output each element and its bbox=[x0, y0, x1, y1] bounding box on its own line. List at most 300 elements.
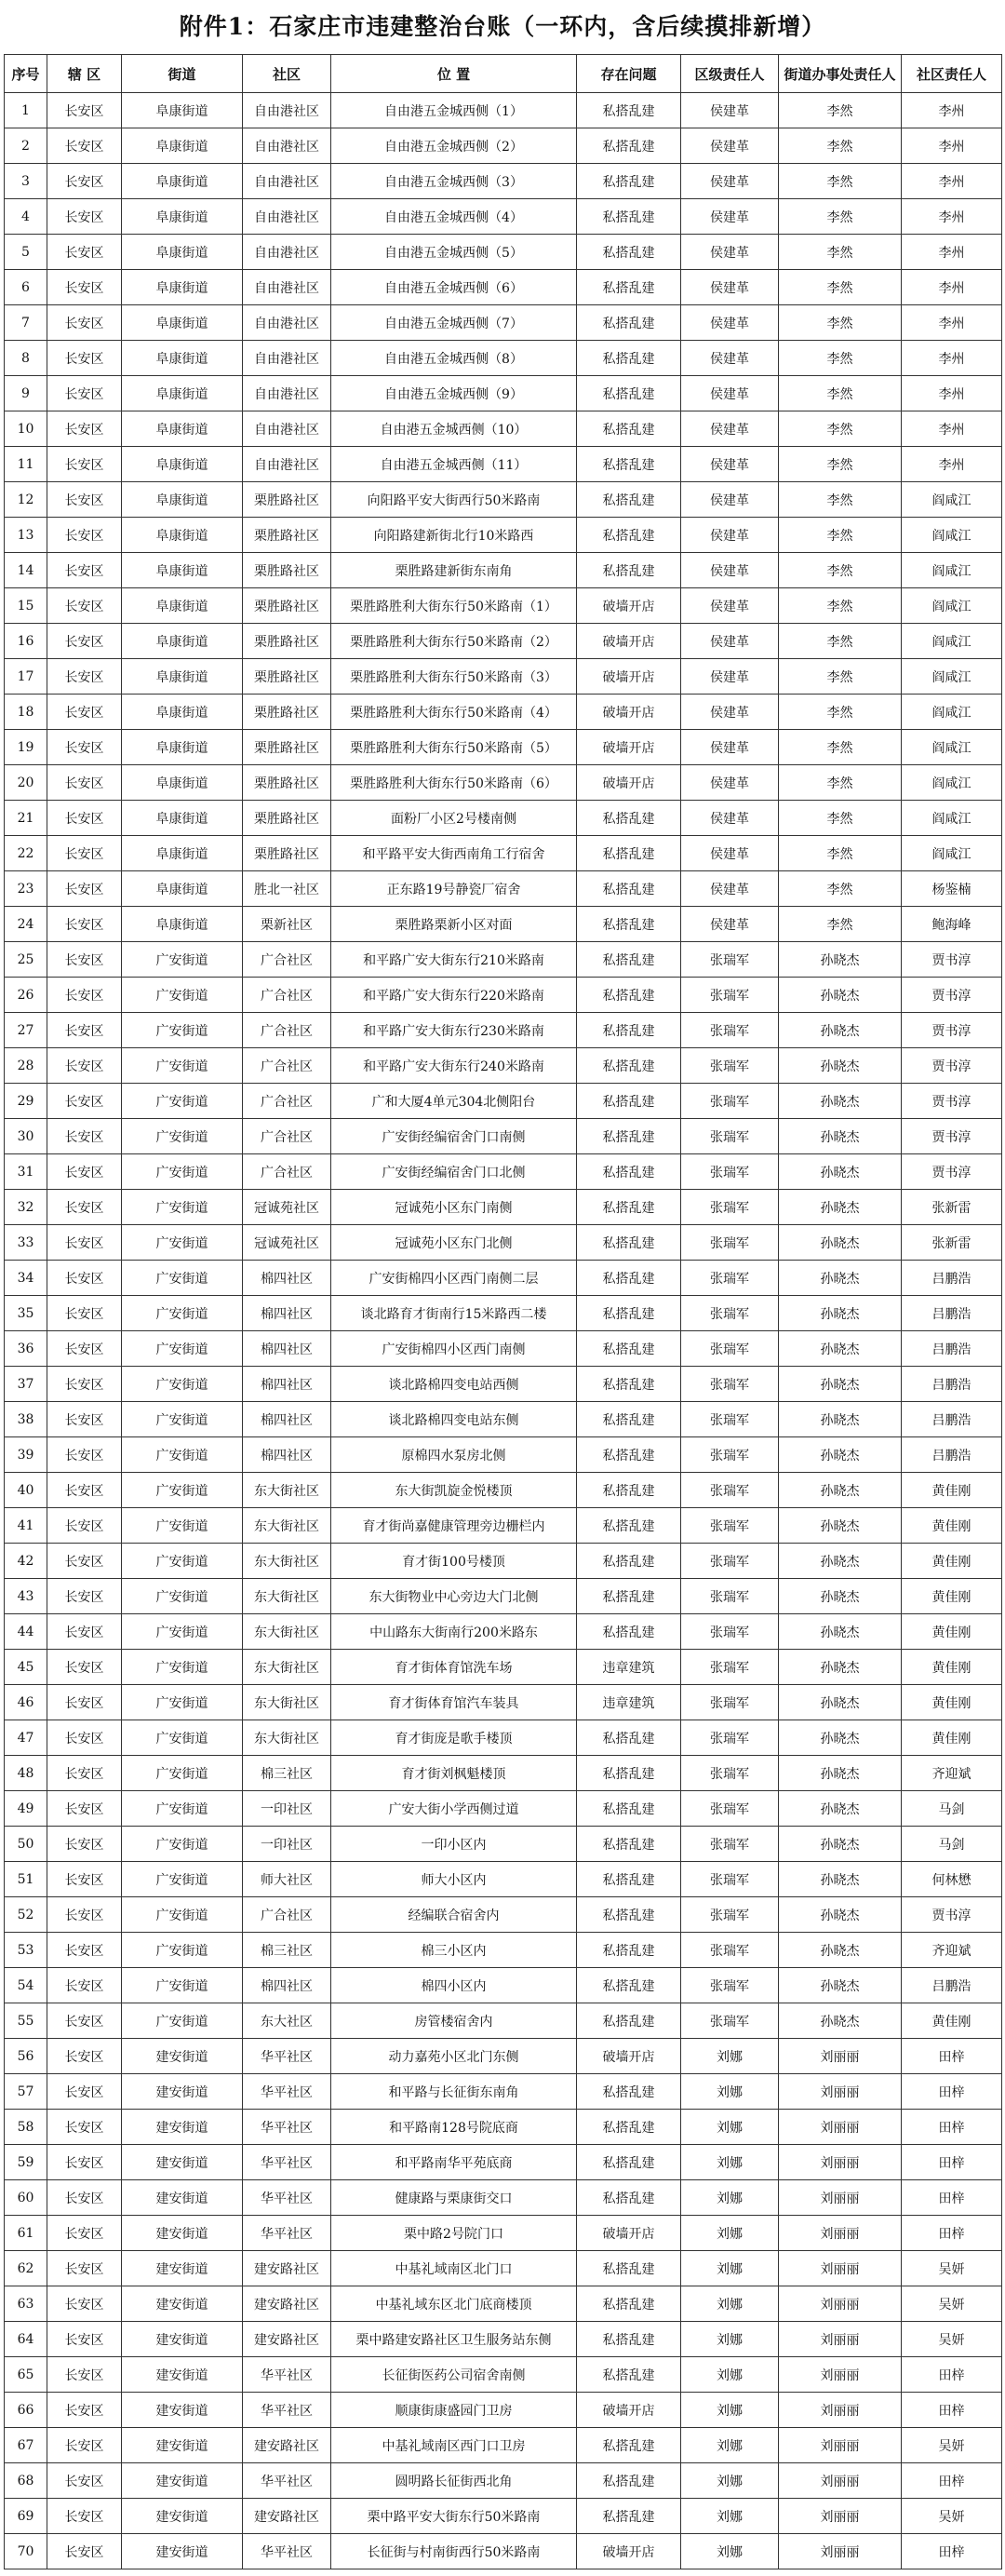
cell-district-responsible: 侯建革 bbox=[681, 624, 779, 659]
cell-subdistrict: 广安街道 bbox=[122, 1862, 243, 1897]
cell-location: 育才街体育馆汽车装具 bbox=[331, 1685, 577, 1720]
cell-index: 23 bbox=[5, 871, 47, 907]
cell-location: 广安街棉四小区西门南侧 bbox=[331, 1331, 577, 1367]
table-row bbox=[5, 518, 1002, 553]
cell-district-responsible: 张瑞军 bbox=[681, 2003, 779, 2039]
cell-subdistrict-responsible: 刘丽丽 bbox=[779, 2074, 902, 2110]
cell-subdistrict: 阜康街道 bbox=[122, 235, 243, 270]
cell-location: 顺康街康盛园门卫房 bbox=[331, 2393, 577, 2428]
cell-community: 栗胜路社区 bbox=[243, 518, 331, 553]
cell-community-responsible: 吕鹏浩 bbox=[902, 1437, 1002, 1473]
cell-community: 栗胜路社区 bbox=[243, 588, 331, 624]
cell-district: 长安区 bbox=[47, 659, 122, 695]
cell-district-responsible: 张瑞军 bbox=[681, 1897, 779, 1933]
cell-community-responsible: 阎咸江 bbox=[902, 588, 1002, 624]
cell-community: 广合社区 bbox=[243, 1897, 331, 1933]
cell-index: 67 bbox=[5, 2428, 47, 2463]
cell-district-responsible: 张瑞军 bbox=[681, 1650, 779, 1685]
table-row bbox=[5, 1968, 1002, 2003]
cell-subdistrict-responsible: 孙晓杰 bbox=[779, 1933, 902, 1968]
cell-district-responsible: 张瑞军 bbox=[681, 1402, 779, 1437]
table-row bbox=[5, 1437, 1002, 1473]
cell-district-responsible: 刘娜 bbox=[681, 2499, 779, 2534]
cell-community-responsible: 李州 bbox=[902, 235, 1002, 270]
cell-index: 62 bbox=[5, 2251, 47, 2286]
cell-district-responsible: 张瑞军 bbox=[681, 1862, 779, 1897]
cell-subdistrict: 广安街道 bbox=[122, 1225, 243, 1261]
cell-index: 55 bbox=[5, 2003, 47, 2039]
cell-community: 华平社区 bbox=[243, 2180, 331, 2216]
table-row bbox=[5, 942, 1002, 978]
cell-location: 栗胜路胜利大街东行50米路南（2） bbox=[331, 624, 577, 659]
cell-district: 长安区 bbox=[47, 1048, 122, 1084]
cell-community: 华平社区 bbox=[243, 2145, 331, 2180]
cell-district: 长安区 bbox=[47, 1720, 122, 1756]
cell-community-responsible: 吴妍 bbox=[902, 2286, 1002, 2322]
cell-district-responsible: 刘娜 bbox=[681, 2145, 779, 2180]
cell-index: 60 bbox=[5, 2180, 47, 2216]
cell-subdistrict-responsible: 孙晓杰 bbox=[779, 1968, 902, 2003]
cell-community: 自由港社区 bbox=[243, 93, 331, 128]
table-row bbox=[5, 1685, 1002, 1720]
cell-district: 长安区 bbox=[47, 2003, 122, 2039]
cell-location: 自由港五金城西侧（1） bbox=[331, 93, 577, 128]
cell-community-responsible: 田梓 bbox=[902, 2110, 1002, 2145]
cell-index: 49 bbox=[5, 1791, 47, 1827]
cell-community-responsible: 田梓 bbox=[902, 2463, 1002, 2499]
cell-community-responsible: 杨鉴楠 bbox=[902, 871, 1002, 907]
cell-community: 栗胜路社区 bbox=[243, 553, 331, 588]
cell-district-responsible: 侯建革 bbox=[681, 659, 779, 695]
cell-subdistrict-responsible: 孙晓杰 bbox=[779, 1119, 902, 1154]
table-row bbox=[5, 907, 1002, 942]
cell-subdistrict-responsible: 李然 bbox=[779, 93, 902, 128]
cell-subdistrict-responsible: 李然 bbox=[779, 341, 902, 376]
cell-community-responsible: 李州 bbox=[902, 164, 1002, 199]
table-row bbox=[5, 1791, 1002, 1827]
cell-subdistrict-responsible: 李然 bbox=[779, 518, 902, 553]
cell-district: 长安区 bbox=[47, 2499, 122, 2534]
table-row bbox=[5, 2145, 1002, 2180]
cell-community: 广合社区 bbox=[243, 1048, 331, 1084]
cell-district: 长安区 bbox=[47, 1544, 122, 1579]
cell-location: 自由港五金城西侧（6） bbox=[331, 270, 577, 305]
cell-index: 59 bbox=[5, 2145, 47, 2180]
cell-location: 和平路与长征街东南角 bbox=[331, 2074, 577, 2110]
cell-district: 长安区 bbox=[47, 2216, 122, 2251]
cell-community: 广合社区 bbox=[243, 1154, 331, 1190]
cell-location: 自由港五金城西侧（7） bbox=[331, 305, 577, 341]
table-row bbox=[5, 2251, 1002, 2286]
cell-subdistrict: 阜康街道 bbox=[122, 588, 243, 624]
cell-issue: 私搭乱建 bbox=[577, 1048, 681, 1084]
cell-subdistrict-responsible: 孙晓杰 bbox=[779, 1650, 902, 1685]
cell-index: 51 bbox=[5, 1862, 47, 1897]
cell-community-responsible: 齐迎斌 bbox=[902, 1933, 1002, 1968]
column-header-subdistrict-responsible: 街道办事处责任人 bbox=[779, 55, 902, 93]
cell-location: 和平路广安大街东行230米路南 bbox=[331, 1013, 577, 1048]
cell-issue: 私搭乱建 bbox=[577, 801, 681, 836]
cell-community: 自由港社区 bbox=[243, 128, 331, 164]
cell-district: 长安区 bbox=[47, 1084, 122, 1119]
cell-issue: 私搭乱建 bbox=[577, 1154, 681, 1190]
cell-subdistrict: 广安街道 bbox=[122, 2003, 243, 2039]
cell-community: 自由港社区 bbox=[243, 305, 331, 341]
cell-community-responsible: 阎咸江 bbox=[902, 624, 1002, 659]
cell-subdistrict: 建安街道 bbox=[122, 2145, 243, 2180]
cell-district-responsible: 张瑞军 bbox=[681, 1614, 779, 1650]
cell-subdistrict-responsible: 刘丽丽 bbox=[779, 2322, 902, 2357]
cell-issue: 私搭乱建 bbox=[577, 341, 681, 376]
document-title: 附件1：石家庄市违建整治台账（一环内，含后续摸排新增） bbox=[179, 13, 826, 40]
cell-issue: 破墙开店 bbox=[577, 730, 681, 765]
cell-index: 64 bbox=[5, 2322, 47, 2357]
cell-district-responsible: 侯建革 bbox=[681, 305, 779, 341]
cell-issue: 私搭乱建 bbox=[577, 1331, 681, 1367]
cell-district: 长安区 bbox=[47, 1933, 122, 1968]
table-row bbox=[5, 447, 1002, 482]
cell-subdistrict: 建安街道 bbox=[122, 2428, 243, 2463]
cell-district: 长安区 bbox=[47, 128, 122, 164]
cell-community: 东大街社区 bbox=[243, 1544, 331, 1579]
cell-community-responsible: 田梓 bbox=[902, 2039, 1002, 2074]
cell-district: 长安区 bbox=[47, 2534, 122, 2569]
cell-community: 建安路社区 bbox=[243, 2428, 331, 2463]
cell-location: 栗胜路胜利大街东行50米路南（4） bbox=[331, 695, 577, 730]
cell-district: 长安区 bbox=[47, 411, 122, 447]
cell-district-responsible: 侯建革 bbox=[681, 447, 779, 482]
cell-subdistrict: 阜康街道 bbox=[122, 801, 243, 836]
cell-community: 建安路社区 bbox=[243, 2322, 331, 2357]
cell-district: 长安区 bbox=[47, 730, 122, 765]
cell-subdistrict-responsible: 李然 bbox=[779, 588, 902, 624]
table-row bbox=[5, 1897, 1002, 1933]
cell-community-responsible: 田梓 bbox=[902, 2074, 1002, 2110]
cell-community-responsible: 阎咸江 bbox=[902, 659, 1002, 695]
cell-location: 谈北路棉四变电站东侧 bbox=[331, 1402, 577, 1437]
table-row bbox=[5, 2003, 1002, 2039]
table-row bbox=[5, 659, 1002, 695]
cell-index: 46 bbox=[5, 1685, 47, 1720]
column-header-subdistrict: 街道 bbox=[122, 55, 243, 93]
cell-location: 育才街100号楼顶 bbox=[331, 1544, 577, 1579]
cell-issue: 私搭乱建 bbox=[577, 411, 681, 447]
table-row bbox=[5, 1862, 1002, 1897]
cell-district-responsible: 张瑞军 bbox=[681, 1261, 779, 1296]
cell-issue: 违章建筑 bbox=[577, 1650, 681, 1685]
table-row bbox=[5, 93, 1002, 128]
ledger-table bbox=[4, 54, 1002, 2569]
cell-district: 长安区 bbox=[47, 2110, 122, 2145]
cell-subdistrict: 阜康街道 bbox=[122, 270, 243, 305]
cell-subdistrict: 广安街道 bbox=[122, 1190, 243, 1225]
table-row bbox=[5, 2110, 1002, 2145]
table-row bbox=[5, 1367, 1002, 1402]
cell-community-responsible: 阎咸江 bbox=[902, 482, 1002, 518]
cell-community-responsible: 贾书淳 bbox=[902, 1154, 1002, 1190]
cell-district: 长安区 bbox=[47, 2180, 122, 2216]
cell-subdistrict: 阜康街道 bbox=[122, 871, 243, 907]
cell-subdistrict-responsible: 刘丽丽 bbox=[779, 2534, 902, 2569]
cell-community: 棉四社区 bbox=[243, 1968, 331, 2003]
cell-location: 冠诚苑小区东门南侧 bbox=[331, 1190, 577, 1225]
table-row bbox=[5, 1579, 1002, 1614]
cell-issue: 破墙开店 bbox=[577, 2039, 681, 2074]
cell-index: 32 bbox=[5, 1190, 47, 1225]
cell-community: 自由港社区 bbox=[243, 199, 331, 235]
cell-district: 长安区 bbox=[47, 2428, 122, 2463]
cell-subdistrict-responsible: 孙晓杰 bbox=[779, 1331, 902, 1367]
cell-index: 57 bbox=[5, 2074, 47, 2110]
cell-community: 华平社区 bbox=[243, 2074, 331, 2110]
cell-issue: 私搭乱建 bbox=[577, 270, 681, 305]
cell-subdistrict-responsible: 刘丽丽 bbox=[779, 2180, 902, 2216]
cell-community: 自由港社区 bbox=[243, 235, 331, 270]
cell-subdistrict-responsible: 孙晓杰 bbox=[779, 1048, 902, 1084]
cell-subdistrict-responsible: 孙晓杰 bbox=[779, 1791, 902, 1827]
cell-community: 冠诚苑社区 bbox=[243, 1225, 331, 1261]
cell-district: 长安区 bbox=[47, 447, 122, 482]
cell-subdistrict-responsible: 孙晓杰 bbox=[779, 1402, 902, 1437]
cell-subdistrict: 广安街道 bbox=[122, 1897, 243, 1933]
cell-subdistrict: 广安街道 bbox=[122, 1084, 243, 1119]
cell-district: 长安区 bbox=[47, 164, 122, 199]
cell-district-responsible: 张瑞军 bbox=[681, 1367, 779, 1402]
cell-index: 42 bbox=[5, 1544, 47, 1579]
table-row bbox=[5, 801, 1002, 836]
cell-index: 31 bbox=[5, 1154, 47, 1190]
cell-subdistrict: 阜康街道 bbox=[122, 411, 243, 447]
table-row bbox=[5, 2074, 1002, 2110]
cell-subdistrict-responsible: 孙晓杰 bbox=[779, 2003, 902, 2039]
cell-community-responsible: 黄佳刚 bbox=[902, 1614, 1002, 1650]
cell-community: 建安路社区 bbox=[243, 2286, 331, 2322]
cell-community-responsible: 田梓 bbox=[902, 2534, 1002, 2569]
cell-subdistrict: 阜康街道 bbox=[122, 659, 243, 695]
cell-community: 东大街社区 bbox=[243, 1685, 331, 1720]
cell-subdistrict: 阜康街道 bbox=[122, 624, 243, 659]
cell-index: 53 bbox=[5, 1933, 47, 1968]
cell-community-responsible: 鲍海峰 bbox=[902, 907, 1002, 942]
cell-subdistrict-responsible: 李然 bbox=[779, 235, 902, 270]
cell-issue: 私搭乱建 bbox=[577, 942, 681, 978]
cell-subdistrict-responsible: 李然 bbox=[779, 836, 902, 871]
cell-location: 长征街与村南街西行50米路南 bbox=[331, 2534, 577, 2569]
cell-issue: 私搭乱建 bbox=[577, 1579, 681, 1614]
cell-subdistrict: 阜康街道 bbox=[122, 730, 243, 765]
cell-location: 中基礼域南区西门口卫房 bbox=[331, 2428, 577, 2463]
cell-district-responsible: 侯建革 bbox=[681, 199, 779, 235]
column-header-location: 位 置 bbox=[331, 55, 577, 93]
cell-subdistrict-responsible: 李然 bbox=[779, 553, 902, 588]
cell-subdistrict: 广安街道 bbox=[122, 1367, 243, 1402]
cell-community-responsible: 李州 bbox=[902, 93, 1002, 128]
cell-community: 栗胜路社区 bbox=[243, 482, 331, 518]
cell-issue: 私搭乱建 bbox=[577, 447, 681, 482]
cell-subdistrict: 广安街道 bbox=[122, 1933, 243, 1968]
cell-subdistrict: 广安街道 bbox=[122, 1650, 243, 1685]
cell-issue: 破墙开店 bbox=[577, 2393, 681, 2428]
cell-location: 棉三小区内 bbox=[331, 1933, 577, 1968]
table-row bbox=[5, 2357, 1002, 2393]
cell-subdistrict: 阜康街道 bbox=[122, 164, 243, 199]
cell-location: 广安街经编宿舍门口北侧 bbox=[331, 1154, 577, 1190]
cell-index: 47 bbox=[5, 1720, 47, 1756]
cell-district: 长安区 bbox=[47, 2251, 122, 2286]
table-row bbox=[5, 376, 1002, 411]
cell-community: 华平社区 bbox=[243, 2039, 331, 2074]
cell-district: 长安区 bbox=[47, 1968, 122, 2003]
cell-location: 中山路东大街南行200米路东 bbox=[331, 1614, 577, 1650]
cell-subdistrict-responsible: 李然 bbox=[779, 447, 902, 482]
cell-community: 广合社区 bbox=[243, 1084, 331, 1119]
cell-index: 4 bbox=[5, 199, 47, 235]
cell-community-responsible: 阎咸江 bbox=[902, 518, 1002, 553]
cell-issue: 私搭乱建 bbox=[577, 2074, 681, 2110]
cell-community: 建安路社区 bbox=[243, 2251, 331, 2286]
cell-subdistrict-responsible: 刘丽丽 bbox=[779, 2216, 902, 2251]
cell-district-responsible: 张瑞军 bbox=[681, 1720, 779, 1756]
cell-index: 17 bbox=[5, 659, 47, 695]
cell-index: 70 bbox=[5, 2534, 47, 2569]
cell-district: 长安区 bbox=[47, 1331, 122, 1367]
cell-district-responsible: 侯建革 bbox=[681, 765, 779, 801]
cell-subdistrict: 广安街道 bbox=[122, 1013, 243, 1048]
cell-community-responsible: 吕鹏浩 bbox=[902, 1402, 1002, 1437]
cell-community: 自由港社区 bbox=[243, 447, 331, 482]
cell-district-responsible: 张瑞军 bbox=[681, 1579, 779, 1614]
cell-issue: 私搭乱建 bbox=[577, 1225, 681, 1261]
cell-subdistrict-responsible: 孙晓杰 bbox=[779, 1827, 902, 1862]
cell-district: 长安区 bbox=[47, 2393, 122, 2428]
cell-subdistrict: 广安街道 bbox=[122, 1473, 243, 1508]
cell-subdistrict-responsible: 孙晓杰 bbox=[779, 1544, 902, 1579]
cell-district-responsible: 张瑞军 bbox=[681, 1508, 779, 1544]
cell-community: 东大街社区 bbox=[243, 1720, 331, 1756]
cell-district-responsible: 刘娜 bbox=[681, 2428, 779, 2463]
cell-index: 61 bbox=[5, 2216, 47, 2251]
cell-location: 东大街凯旋金悦楼顶 bbox=[331, 1473, 577, 1508]
cell-subdistrict: 建安街道 bbox=[122, 2216, 243, 2251]
cell-community-responsible: 李州 bbox=[902, 270, 1002, 305]
cell-district: 长安区 bbox=[47, 1154, 122, 1190]
cell-subdistrict: 建安街道 bbox=[122, 2322, 243, 2357]
cell-district: 长安区 bbox=[47, 1261, 122, 1296]
cell-subdistrict-responsible: 孙晓杰 bbox=[779, 1261, 902, 1296]
cell-subdistrict-responsible: 李然 bbox=[779, 199, 902, 235]
cell-subdistrict: 建安街道 bbox=[122, 2499, 243, 2534]
cell-index: 15 bbox=[5, 588, 47, 624]
cell-district: 长安区 bbox=[47, 199, 122, 235]
cell-issue: 私搭乱建 bbox=[577, 1402, 681, 1437]
cell-community: 自由港社区 bbox=[243, 341, 331, 376]
cell-district-responsible: 刘娜 bbox=[681, 2251, 779, 2286]
cell-subdistrict: 阜康街道 bbox=[122, 518, 243, 553]
cell-subdistrict: 建安街道 bbox=[122, 2393, 243, 2428]
cell-index: 41 bbox=[5, 1508, 47, 1544]
cell-subdistrict-responsible: 刘丽丽 bbox=[779, 2039, 902, 2074]
cell-district: 长安区 bbox=[47, 907, 122, 942]
cell-subdistrict: 广安街道 bbox=[122, 942, 243, 978]
cell-community: 自由港社区 bbox=[243, 270, 331, 305]
cell-index: 6 bbox=[5, 270, 47, 305]
cell-community-responsible: 贾书淳 bbox=[902, 1897, 1002, 1933]
cell-district-responsible: 张瑞军 bbox=[681, 1119, 779, 1154]
cell-location: 栗中路平安大街东行50米路南 bbox=[331, 2499, 577, 2534]
column-header-district: 辖 区 bbox=[47, 55, 122, 93]
cell-district: 长安区 bbox=[47, 341, 122, 376]
cell-community: 华平社区 bbox=[243, 2216, 331, 2251]
cell-community-responsible: 贾书淳 bbox=[902, 1048, 1002, 1084]
cell-subdistrict: 阜康街道 bbox=[122, 907, 243, 942]
cell-subdistrict-responsible: 孙晓杰 bbox=[779, 1614, 902, 1650]
cell-index: 24 bbox=[5, 907, 47, 942]
cell-location: 广和大厦4单元304北侧阳台 bbox=[331, 1084, 577, 1119]
cell-subdistrict-responsible: 孙晓杰 bbox=[779, 1685, 902, 1720]
cell-district-responsible: 张瑞军 bbox=[681, 1827, 779, 1862]
table-row bbox=[5, 1650, 1002, 1685]
cell-community: 东大街社区 bbox=[243, 1650, 331, 1685]
table-row bbox=[5, 2463, 1002, 2499]
table-row bbox=[5, 624, 1002, 659]
cell-community: 广合社区 bbox=[243, 978, 331, 1013]
cell-subdistrict-responsible: 李然 bbox=[779, 270, 902, 305]
cell-district: 长安区 bbox=[47, 2286, 122, 2322]
cell-location: 栗胜路胜利大街东行50米路南（1） bbox=[331, 588, 577, 624]
cell-issue: 私搭乱建 bbox=[577, 1013, 681, 1048]
cell-district-responsible: 侯建革 bbox=[681, 588, 779, 624]
cell-issue: 破墙开店 bbox=[577, 588, 681, 624]
cell-subdistrict-responsible: 孙晓杰 bbox=[779, 1579, 902, 1614]
cell-community: 棉四社区 bbox=[243, 1367, 331, 1402]
cell-location: 健康路与栗康街交口 bbox=[331, 2180, 577, 2216]
cell-location: 栗胜路栗新小区对面 bbox=[331, 907, 577, 942]
cell-location: 栗胜路胜利大街东行50米路南（3） bbox=[331, 659, 577, 695]
cell-location: 和平路广安大街东行240米路南 bbox=[331, 1048, 577, 1084]
cell-community-responsible: 吴妍 bbox=[902, 2251, 1002, 2286]
table-row bbox=[5, 1261, 1002, 1296]
cell-issue: 私搭乱建 bbox=[577, 2180, 681, 2216]
cell-subdistrict: 广安街道 bbox=[122, 1048, 243, 1084]
cell-subdistrict: 建安街道 bbox=[122, 2286, 243, 2322]
table-row bbox=[5, 978, 1002, 1013]
cell-community-responsible: 阎咸江 bbox=[902, 801, 1002, 836]
table-row bbox=[5, 1720, 1002, 1756]
cell-index: 52 bbox=[5, 1897, 47, 1933]
cell-subdistrict-responsible: 孙晓杰 bbox=[779, 1720, 902, 1756]
cell-subdistrict: 建安街道 bbox=[122, 2074, 243, 2110]
cell-community: 自由港社区 bbox=[243, 164, 331, 199]
cell-district: 长安区 bbox=[47, 1367, 122, 1402]
cell-index: 37 bbox=[5, 1367, 47, 1402]
cell-issue: 私搭乱建 bbox=[577, 1862, 681, 1897]
cell-location: 育才街庞是歌手楼顶 bbox=[331, 1720, 577, 1756]
cell-district-responsible: 张瑞军 bbox=[681, 1473, 779, 1508]
cell-district: 长安区 bbox=[47, 624, 122, 659]
cell-index: 2 bbox=[5, 128, 47, 164]
cell-community-responsible: 吕鹏浩 bbox=[902, 1296, 1002, 1331]
cell-location: 谈北路育才街南行15米路西二楼 bbox=[331, 1296, 577, 1331]
cell-community-responsible: 田梓 bbox=[902, 2145, 1002, 2180]
cell-district: 长安区 bbox=[47, 1013, 122, 1048]
cell-district: 长安区 bbox=[47, 553, 122, 588]
cell-community-responsible: 黄佳刚 bbox=[902, 1685, 1002, 1720]
cell-community-responsible: 吴妍 bbox=[902, 2428, 1002, 2463]
cell-subdistrict: 广安街道 bbox=[122, 1827, 243, 1862]
cell-subdistrict: 广安街道 bbox=[122, 1544, 243, 1579]
cell-district-responsible: 侯建革 bbox=[681, 730, 779, 765]
cell-location: 广安街经编宿舍门口南侧 bbox=[331, 1119, 577, 1154]
